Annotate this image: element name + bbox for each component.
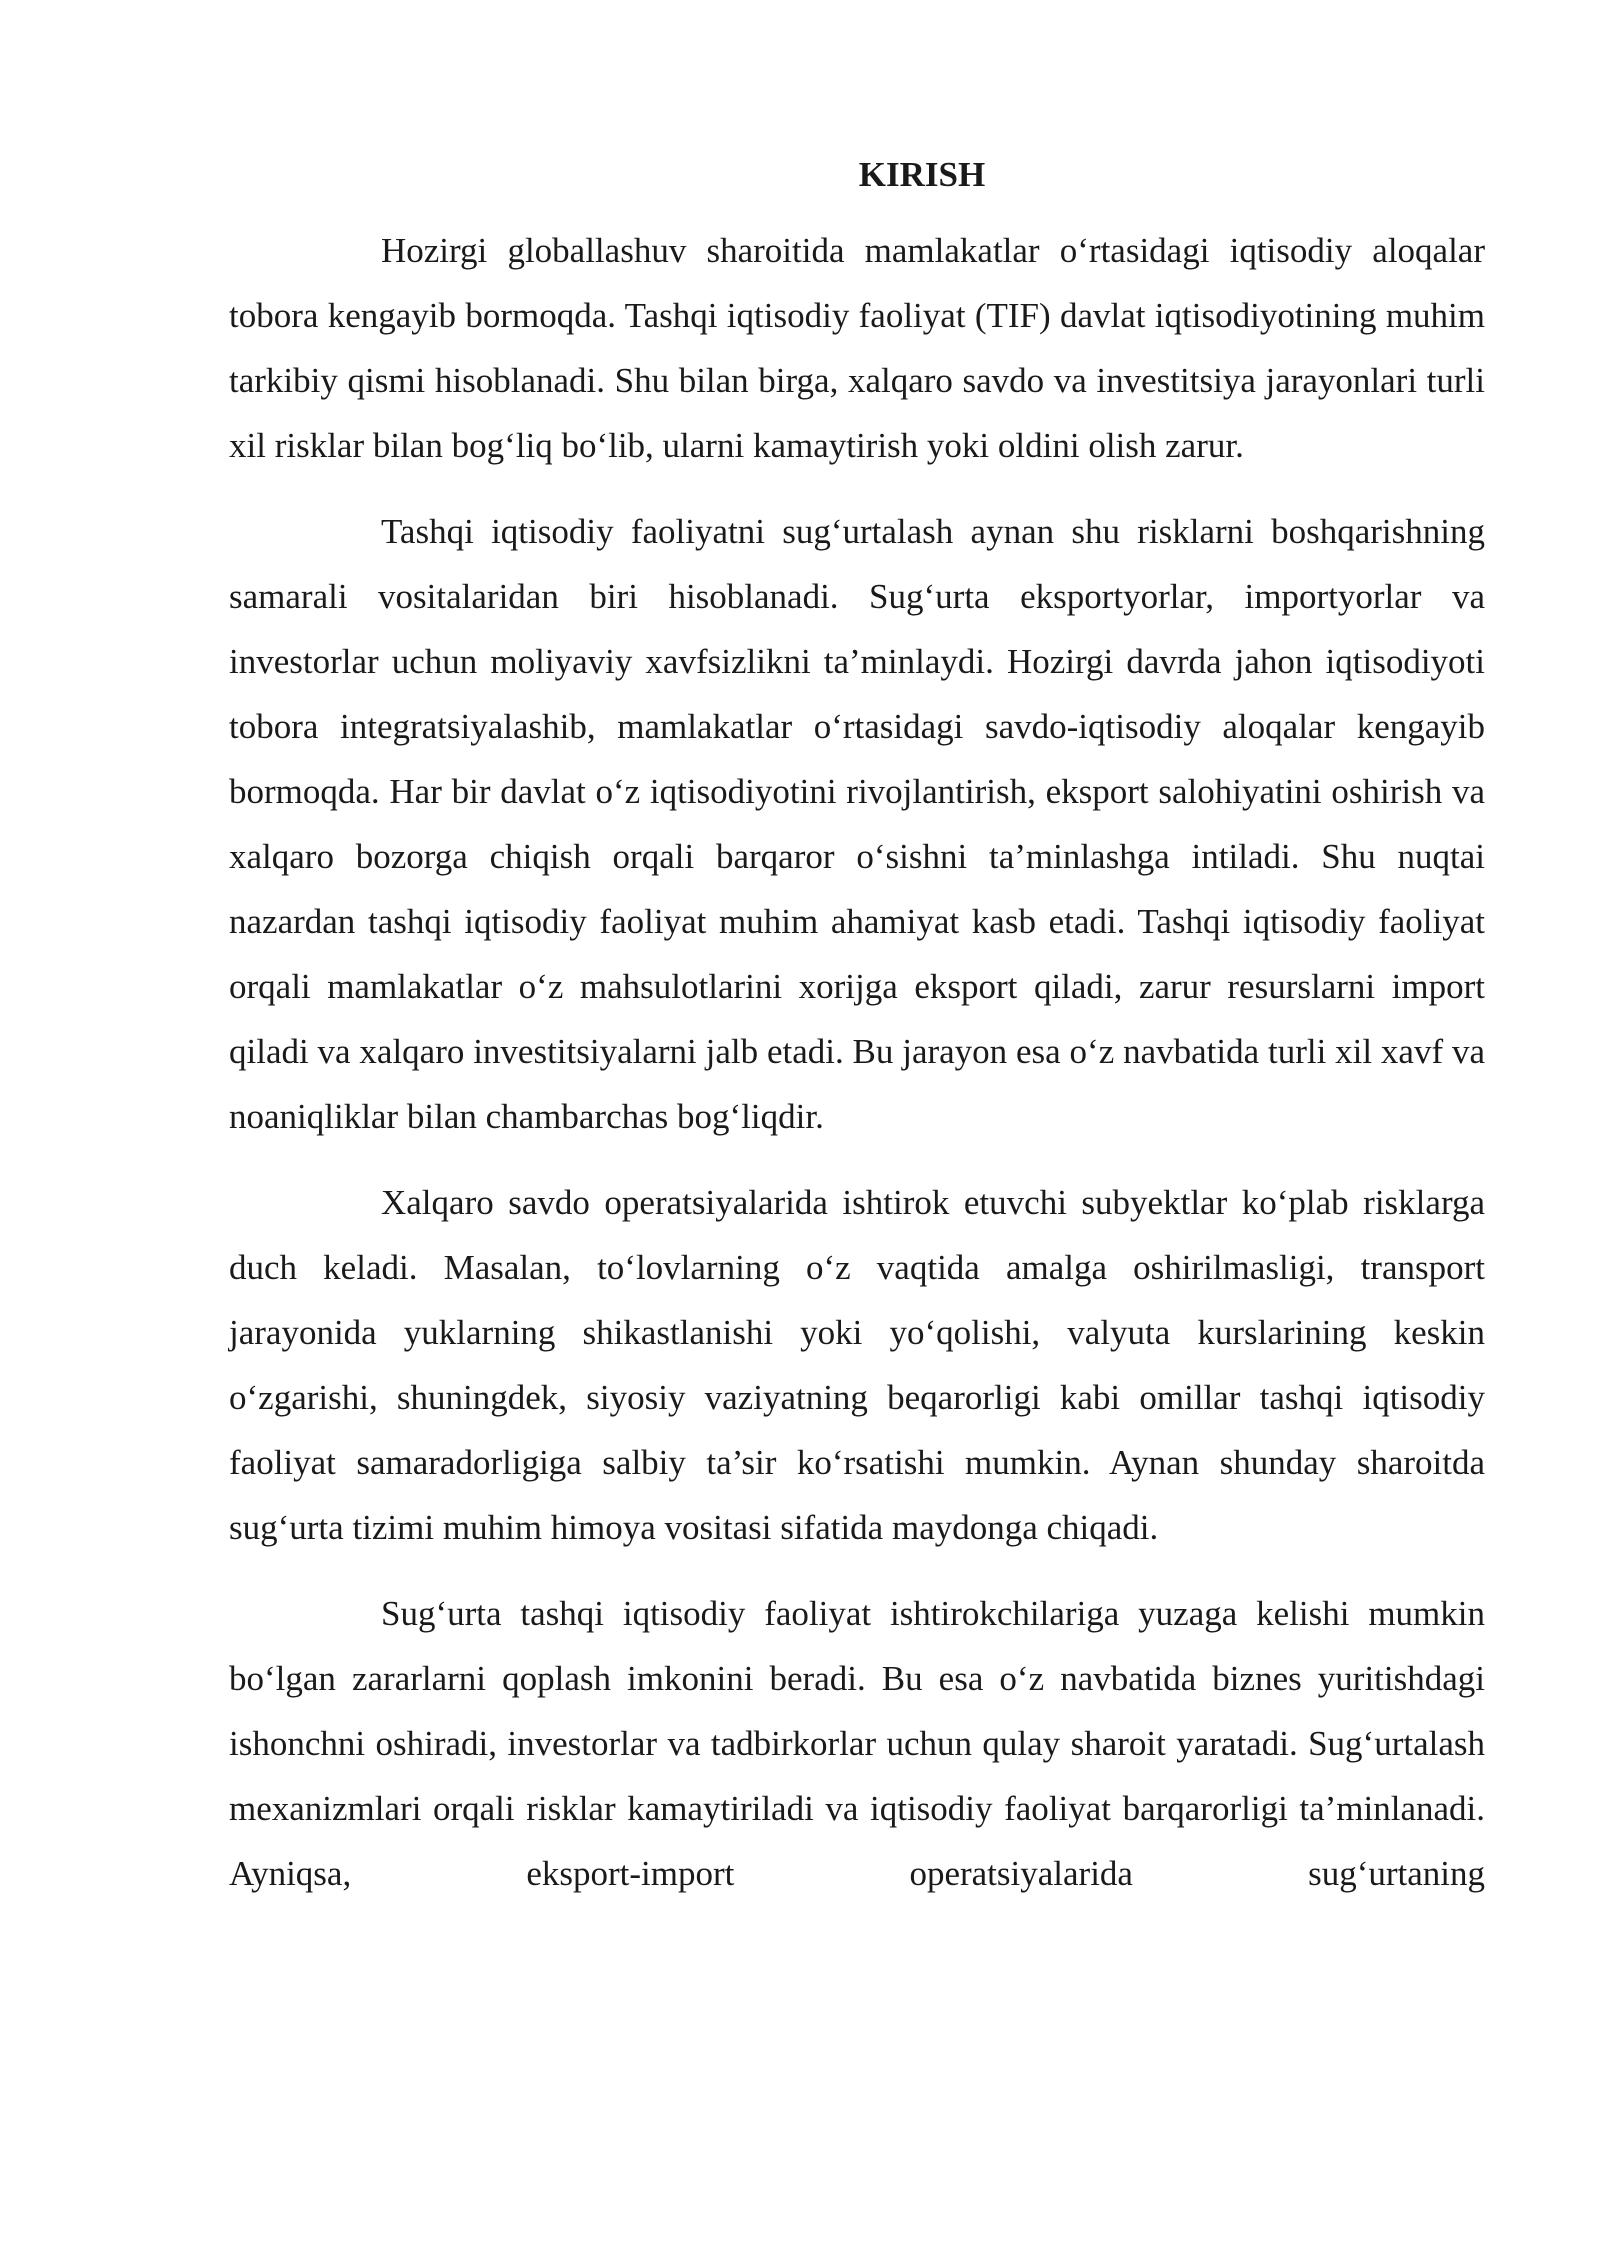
page-title: KIRISH	[858, 155, 986, 194]
paragraph-1: Hozirgi globallashuv sharoitida mamlakatlar o‘rtasidagi iqtisodiy aloqalar tobora kengayib bormoqda. Tashqi iqtisodiy faoliyat (TIF) davlat iqtisodiyotining muhim tarkibiy qismi hisoblanadi. Shu bilan birga, xalqaro savdo va investitsiya jarayonlari turli xil risklar bilan bog‘liq bo‘lib, ularni kamaytirish yoki oldini olish zarur.	[229, 231, 1485, 465]
paragraph-4: Sug‘urta tashqi iqtisodiy faoliyat ishtirokchilariga yuzaga kelishi mumkin bo‘lgan zararlarni qoplash imkonini beradi. Bu esa o‘z navbatida biznes yuritishdagi ishonchni oshiradi, investorlar va tadbirkorlar uchun qulay sharoit yaratadi. Sug‘urtalash mexanizmlari orqali risklar kamaytiriladi va iqtisodiy faoliyat barqarorligi ta’minlanadi. Ayniqsa, eksport-import operatsiyalarida sug‘urtaning	[229, 1594, 1485, 1893]
paragraph-2: Tashqi iqtisodiy faoliyatni sug‘urtalash aynan shu risklarni boshqarishning samarali vositalaridan biri hisoblanadi. Sug‘urta eksportyorlar, importyorlar va investorlar uchun moliyaviy xavfsizlikni ta’minlaydi. Hozirgi davrda jahon iqtisodiyoti tobora integratsiyalashib, mamlakatlar o‘rtasidagi savdo-iqtisodiy aloqalar kengayib bormoqda. Har bir davlat o‘z iqtisodiyotini rivojlantirish, eksport salohiyatini oshirish va xalqaro bozorga chiqish orqali barqaror o‘sishni ta’minlashga intiladi. Shu nuqtai nazardan tashqi iqtisodiy faoliyat muhim ahamiyat kasb etadi. Tashqi iqtisodiy faoliyat orqali mamlakatlar o‘z mahsulotlarini xorijga eksport qiladi, zarur resurslarni import qiladi va xalqaro investitsiyalarni jalb etadi. Bu jarayon esa o‘z navbatida turli xil xavf va noaniqliklar bilan chambarchas bog‘liqdir.	[229, 512, 1485, 1136]
paragraph-3: Xalqaro savdo operatsiyalarida ishtirok etuvchi subyektlar ko‘plab risklarga duch keladi. Masalan, to‘lovlarning o‘z vaqtida amalga oshirilmasligi, transport jarayonida yuklarning shikastlanishi yoki yo‘qolishi, valyuta kurslarining keskin o‘zgarishi, shuningdek, siyosiy vaziyatning beqarorligi kabi omillar tashqi iqtisodiy faoliyat samaradorligiga salbiy ta’sir ko‘rsatishi mumkin. Aynan shunday sharoitda sug‘urta tizimi muhim himoya vositasi sifatida maydonga chiqadi.	[229, 1183, 1485, 1547]
document-body	[229, 150, 1485, 1927]
